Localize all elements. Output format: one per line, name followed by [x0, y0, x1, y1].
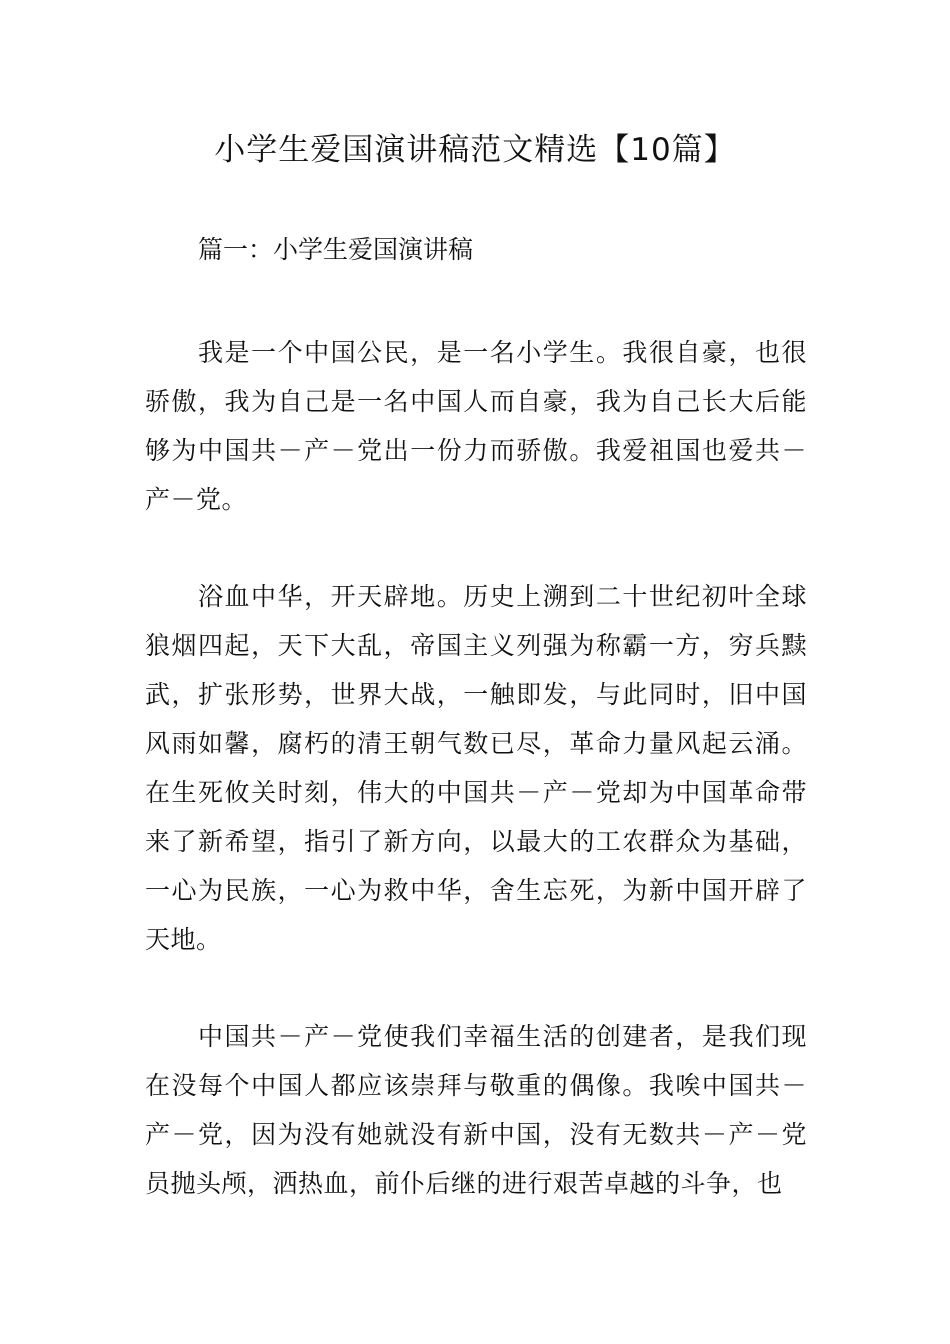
- paragraph: 我是一个中国公民，是一名小学生。我很自豪，也很骄傲，我为自己是一名中国人而自豪，我为自己长大后能够为中国共－产－党出一份力而骄傲。我爱祖国也爱共－产－党。: [145, 338, 807, 514]
- document-title: 小学生爱国演讲稿范文精选【10篇】: [214, 132, 736, 168]
- document-body: [145, 328, 807, 1256]
- section-heading: 篇一：小学生爱国演讲稿: [198, 235, 474, 264]
- paragraph: 浴血中华，开天辟地。历史上溯到二十世纪初叶全球狼烟四起，天下大乱，帝国主义列强为称霸一方，穷兵黩武，扩张形势，世界大战，一触即发，与此同时，旧中国风雨如馨，腐朽的清王朝气数已尽，革命力量风起云涌。在生死攸关时刻，伟大的中国共－产－党却为中国革命带来了新希望，指引了新方向，以最大的工农群众为基础，一心为民族，一心为救中华，舍生忘死，为新中国开辟了天地。: [145, 582, 807, 954]
- paragraph: 中国共－产－党使我们幸福生活的创建者，是我们现在没每个中国人都应该崇拜与敬重的偶像。我唉中国共－产－党，因为没有她就没有新中国，没有无数共－产－党员抛头颅，洒热血，前仆后继的进行艰苦卓越的斗争，也: [145, 1022, 807, 1198]
